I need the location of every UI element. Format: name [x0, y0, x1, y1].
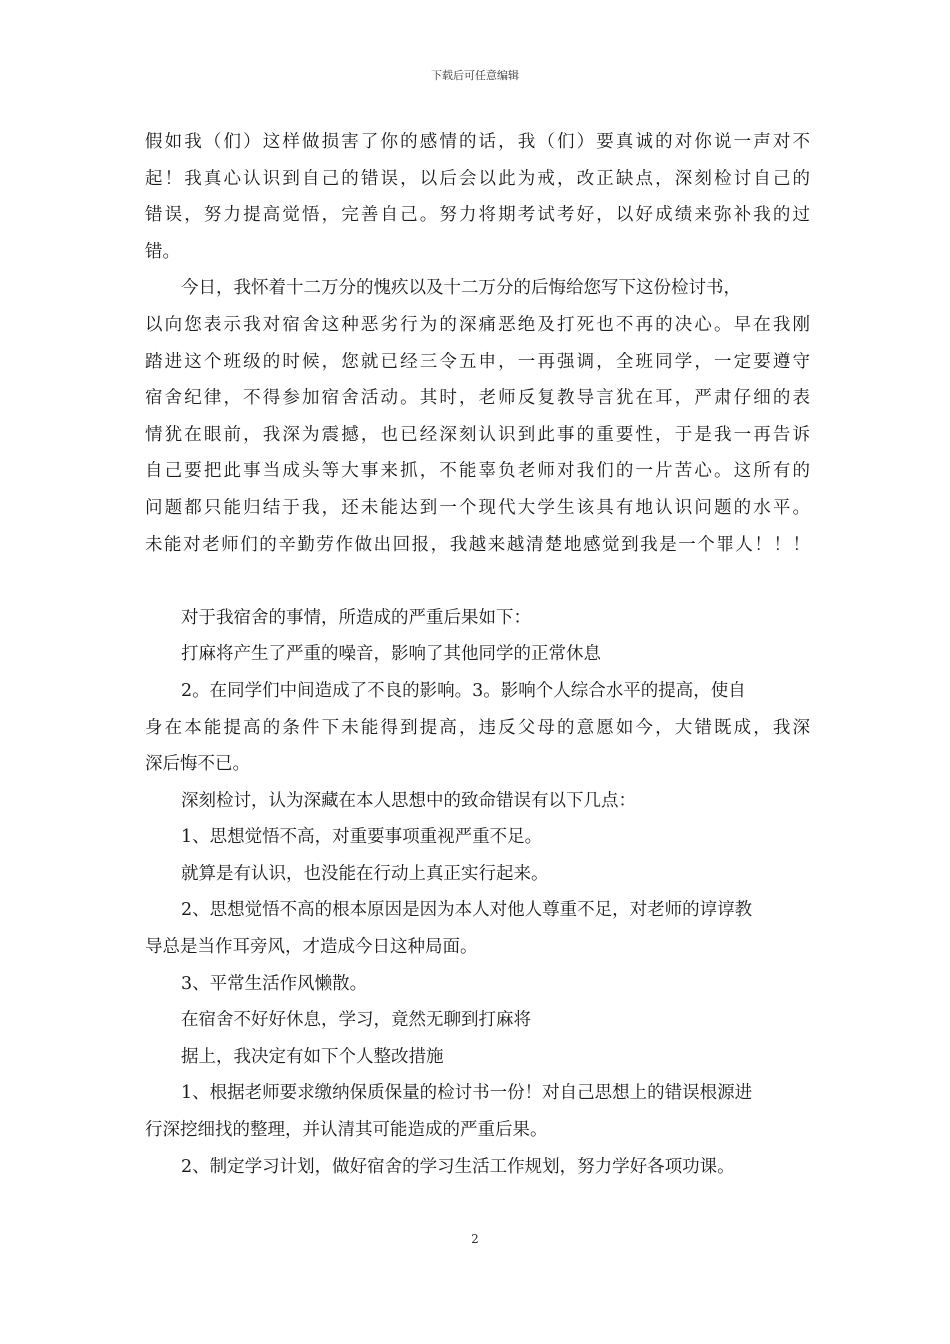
text-line: 错误，努力提高觉悟，完善自己。努力将期考试考好，以好成绩来弥补我的过	[145, 205, 810, 226]
text-line: 打麻将产生了严重的噪音，影响了其他同学的正常休息	[181, 644, 601, 665]
text-line: 3、平常生活作风懒散。	[181, 973, 368, 994]
text-line: 在宿舍不好好休息，学习，竟然无聊到打麻将	[181, 1010, 531, 1031]
text-line: 对于我宿舍的事情，所造成的严重后果如下：	[181, 607, 531, 628]
text-line: 1、思想觉悟不高，对重要事项重视严重不足。	[181, 827, 543, 848]
text-line: 自己要把此事当成头等大事来抓，不能辜负老师对我们的一片苦心。这所有的	[145, 461, 810, 482]
blank-line	[145, 563, 810, 600]
text-line: 假如我（们）这样做损害了你的感情的话，我（们）要真诚的对你说一声对不	[145, 132, 810, 152]
text-line: 1、根据老师要求缴纳保质保量的检讨书一份！对自己思想上的错误根源进	[181, 1083, 753, 1104]
text-line: 错。	[145, 241, 180, 262]
text-line: 情犹在眼前，我深为震撼，也已经深刻认识到此事的重要性，于是我一再告诉	[145, 424, 810, 445]
text-line: 身在本能提高的条件下未能得到提高，违反父母的意愿如今，大错既成，我深	[145, 717, 810, 738]
text-line: 深刻检讨，认为深藏在本人思想中的致命错误有以下几点：	[181, 790, 636, 811]
text-line: 导总是当作耳旁风，才造成今日这种局面。	[145, 937, 478, 958]
text-line: 今日，我怀着十二万分的愧疚以及十二万分的后悔给您写下这份检讨书，	[181, 278, 741, 299]
text-line: 行深挖细找的整理，并认清其可能造成的严重后果。	[145, 1120, 548, 1141]
text-line: 2。在同学们中间造成了不良的影响。3。影响个人综合水平的提高，使自	[181, 680, 746, 701]
text-line: 2、思想觉悟不高的根本原因是因为本人对他人尊重不足，对老师的谆谆教	[181, 900, 753, 921]
text-line: 以向您表示我对宿舍这种恶劣行为的深痛恶绝及打死也不再的决心。早在我刚	[145, 314, 810, 335]
text-line: 踏进这个班级的时候，您就已经三令五申，一再强调，全班同学，一定要遵守	[145, 351, 810, 372]
page-header: 下载后可任意编辑	[431, 69, 519, 82]
text-line: 宿舍纪律，不得参加宿舍活动。其时，老师反复教导言犹在耳，严肃仔细的表	[145, 388, 810, 409]
text-line: 未能对老师们的辛勤劳作做出回报，我越来越清楚地感觉到我是一个罪人！！！	[145, 534, 810, 555]
document-body	[145, 124, 810, 1185]
text-line: 问题都只能归结于我，还未能达到一个现代大学生该具有地认识问题的水平。	[145, 497, 810, 518]
text-line: 就算是有认识，也没能在行动上真正实行起来。	[181, 863, 549, 884]
text-line: 2、制定学习计划，做好宿舍的学习生活工作规划，努力学好各项功课。	[181, 1156, 735, 1177]
text-line: 深后悔不已。	[145, 754, 250, 775]
text-line: 据上，我决定有如下个人整改措施	[181, 1046, 444, 1067]
page-number: 2	[471, 1232, 479, 1246]
text-line: 起！我真心认识到自己的错误，以后会以此为戒，改正缺点，深刻检讨自己的	[145, 168, 810, 189]
